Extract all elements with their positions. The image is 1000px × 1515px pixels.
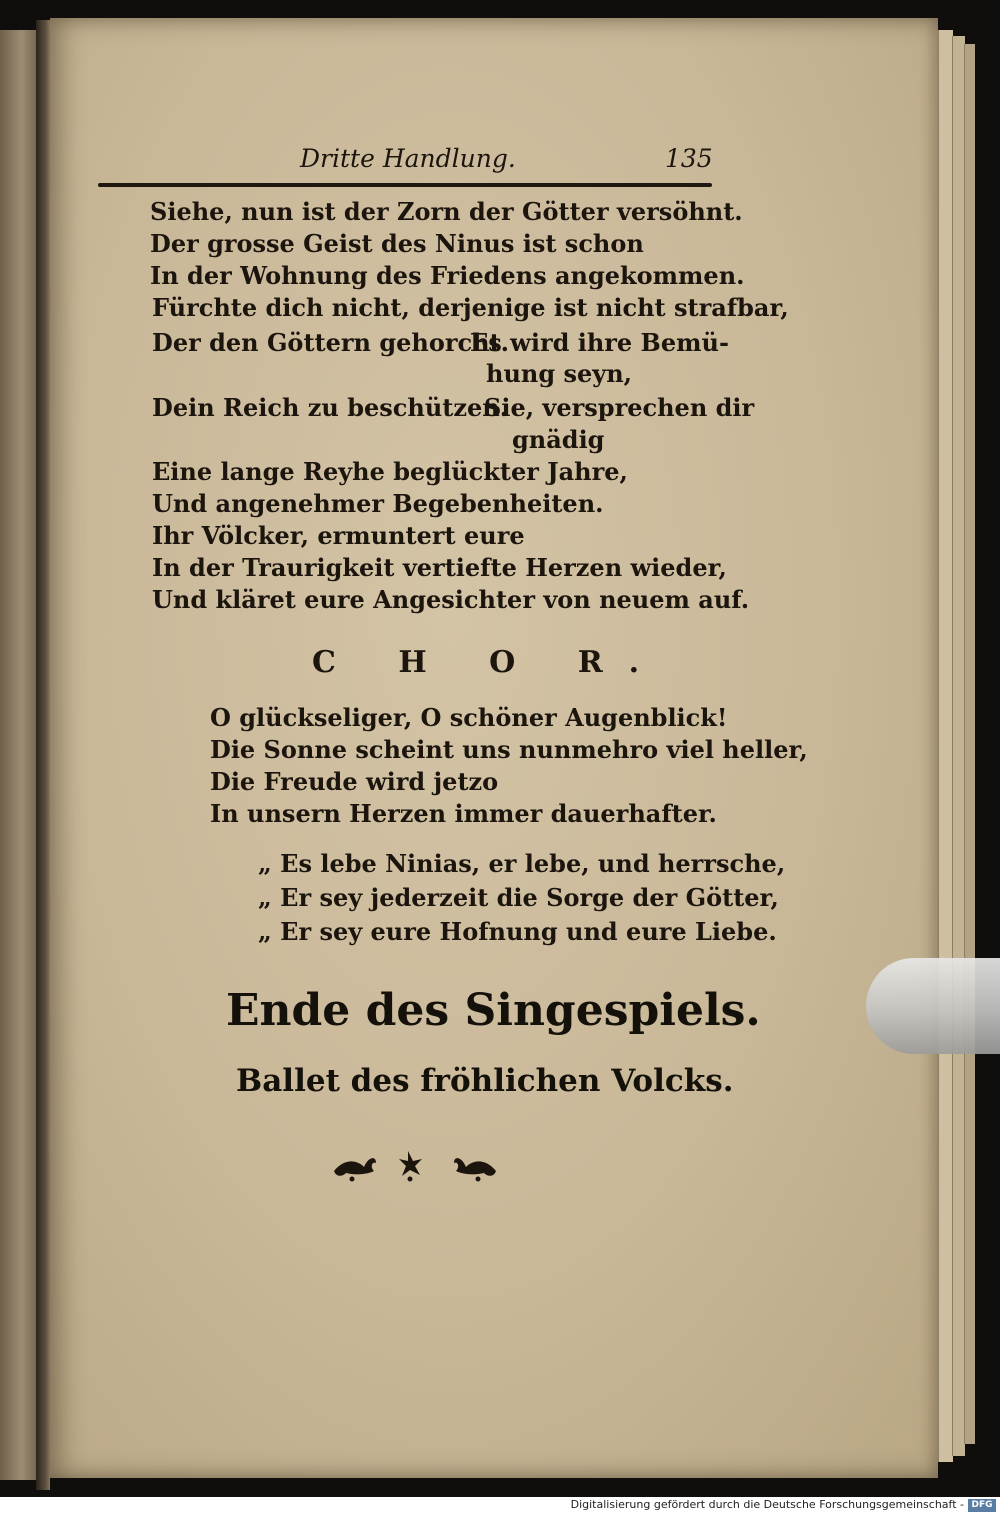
running-header-title: Dritte Handlung. bbox=[300, 144, 516, 173]
verse-line: Siehe, nun ist der Zorn der Götter versöhnt. bbox=[150, 197, 743, 226]
verse-line: Eine lange Reyhe beglückter Jahre, bbox=[152, 457, 628, 486]
ballet-subtitle: Ballet des fröhlichen Volcks. bbox=[236, 1063, 734, 1099]
verse-line: In der Wohnung des Friedens angekommen. bbox=[150, 261, 745, 290]
chorus-line: O glückseliger, O schöner Augenblick! bbox=[210, 703, 728, 732]
page-clip bbox=[866, 958, 1000, 1054]
header-rule bbox=[98, 183, 712, 187]
verse-line: Es wird ihre Bemü- bbox=[470, 328, 729, 357]
quoted-line: „ Es lebe Ninias, er lebe, und herrsche, bbox=[258, 849, 786, 878]
left-page-edge bbox=[0, 30, 36, 1480]
verse-line: Und kläret eure Angesichter von neuem auf. bbox=[152, 585, 750, 614]
verse-line: Fürchte dich nicht, derjenige ist nicht strafbar, bbox=[152, 293, 789, 322]
chorus-heading: C H O R. bbox=[312, 645, 666, 680]
page-edge bbox=[938, 30, 953, 1462]
verse-line: hung seyn, bbox=[486, 359, 633, 388]
page-number: 135 bbox=[665, 144, 713, 173]
quoted-line: „ Er sey eure Hofnung und eure Liebe. bbox=[258, 917, 777, 946]
end-title: Ende des Singespiels. bbox=[226, 985, 761, 1036]
verse-line: Sie, versprechen dir bbox=[484, 393, 755, 422]
quoted-line: „ Er sey jederzeit die Sorge der Götter, bbox=[258, 883, 779, 912]
chorus-line: Die Sonne scheint uns nunmehro viel heller, bbox=[210, 735, 808, 764]
verse-line: Der den Göttern gehorcht. bbox=[152, 328, 509, 357]
book-spine bbox=[36, 20, 50, 1490]
dfg-logo: DFG bbox=[968, 1499, 996, 1512]
footer-credit: Digitalisierung gefördert durch die Deutsche Forschungsgemeinschaft - bbox=[570, 1498, 964, 1511]
verse-line: Und angenehmer Begebenheiten. bbox=[152, 489, 604, 518]
verse-line: gnädig bbox=[512, 425, 605, 454]
verse-line: In der Traurigkeit vertiefte Herzen wieder, bbox=[152, 553, 727, 582]
page-edge bbox=[964, 44, 975, 1444]
verse-line: Der grosse Geist des Ninus ist schon bbox=[150, 229, 644, 258]
digitization-footer bbox=[0, 1497, 1000, 1515]
verse-line: Ihr Völcker, ermuntert eure bbox=[152, 521, 525, 550]
verse-line: Dein Reich zu beschützen. bbox=[152, 393, 509, 422]
chorus-line: Die Freude wird jetzo bbox=[210, 767, 499, 796]
fleuron-ornament bbox=[330, 1145, 500, 1185]
chorus-line: In unsern Herzen immer dauerhafter. bbox=[210, 799, 717, 828]
